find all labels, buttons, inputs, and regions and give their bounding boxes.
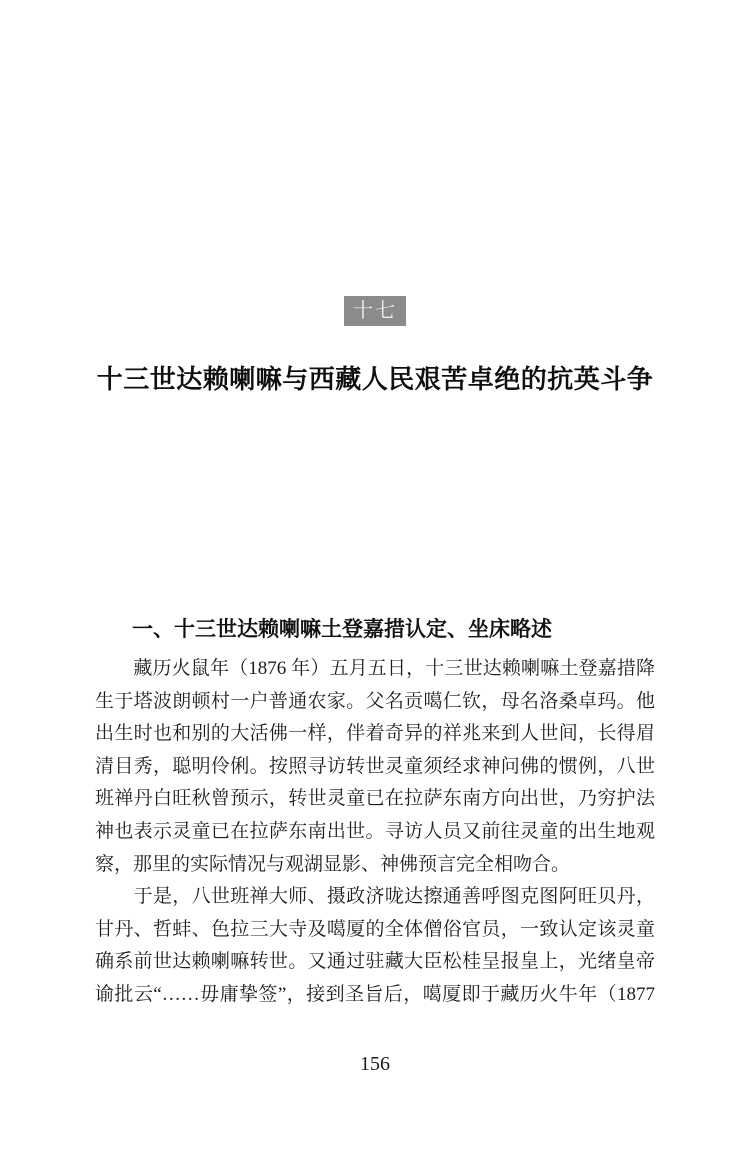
body-line: 藏历火鼠年（1876 年）五月五日，十三世达赖喇嘛土登嘉措降 bbox=[95, 658, 655, 679]
page-number: 156 bbox=[360, 1053, 390, 1075]
body-text bbox=[95, 653, 655, 1012]
body-line: 于是，八世班禅大师、摄政济咙达擦通善呼图克图阿旺贝丹， bbox=[95, 886, 655, 908]
body-line: 班禅丹白旺秋曾预示，转世灵童已在拉萨东南方向出世，乃穷护法 bbox=[95, 788, 655, 810]
body-line: 谕批云“……毋庸挚签”，接到圣旨后，噶厦即于藏历火牛年（1877 bbox=[95, 983, 655, 1005]
body-line: 甘丹、哲蚌、色拉三大寺及噶厦的全体僧俗官员，一致认定该灵童 bbox=[95, 918, 655, 940]
body-line: 出生时也和别的大活佛一样，伴着奇异的祥兆来到人世间，长得眉 bbox=[95, 723, 655, 745]
body-line: 生于塔波朗顿村一户普通农家。父名贡噶仁钦，母名洛桑卓玛。他 bbox=[95, 690, 655, 712]
chapter-number-badge: 十七 bbox=[344, 296, 406, 326]
body-line: 神也表示灵童已在拉萨东南出世。寻访人员又前往灵童的出生地观 bbox=[95, 820, 655, 842]
body-line: 确系前世达赖喇嘛转世。又通过驻藏大臣松桂呈报皇上，光绪皇帝 bbox=[95, 951, 655, 973]
body-line: 清目秀，聪明伶俐。按照寻访转世灵童须经求神问佛的惯例，八世 bbox=[95, 755, 655, 777]
body-line: 察，那里的实际情况与观湖显影、神佛预言完全相吻合。 bbox=[95, 853, 571, 875]
section-heading: 一、十三世达赖喇嘛土登嘉措认定、坐床略述 bbox=[132, 618, 552, 642]
chapter-title: 十三世达赖喇嘛与西藏人民艰苦卓绝的抗英斗争 bbox=[96, 365, 654, 395]
